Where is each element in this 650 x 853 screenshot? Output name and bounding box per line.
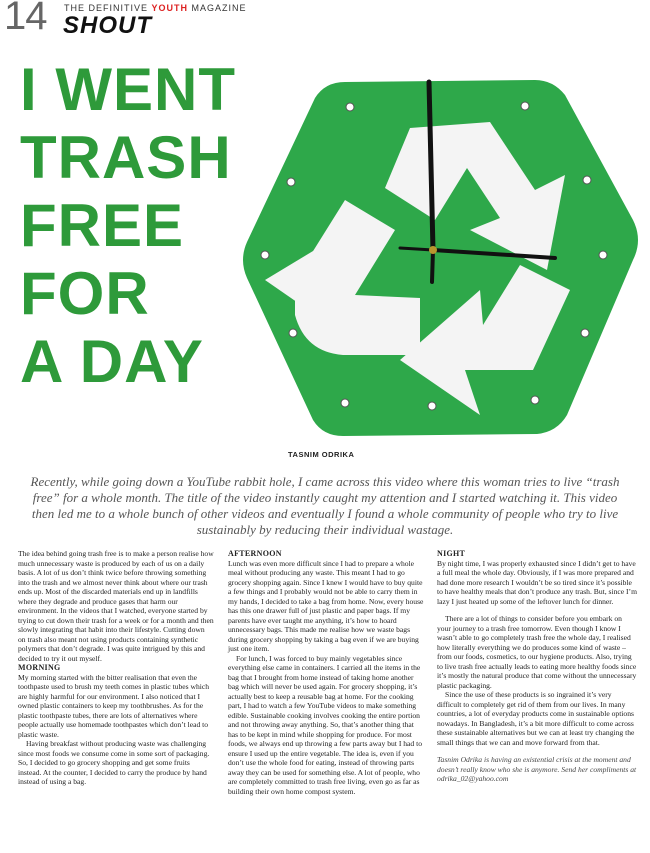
recycle-clock-image	[235, 70, 650, 450]
article-column-3	[437, 549, 637, 784]
article-byline: TASNIM ODRIKA	[288, 450, 355, 459]
page-number: 14	[4, 0, 47, 38]
section-heading-afternoon: AFTERNOON	[228, 549, 282, 558]
author-bio: Tasnim Odrika is having an existential crisis at the moment and doesn’t really know who she is anymore. Send her compliments at odrika_02@yahoo.com	[437, 755, 637, 783]
recycle-clock-icon	[235, 70, 650, 450]
body-paragraph: Since the use of these products is so ingrained it’s very difficult to completely get rid of them from our lives. In many countries, a lot of everyday products come in sustainable options nowadays. In Bangladesh, it’s a bit more difficult to come across these sustainable alternatives but we can at least try changing the small things that we can and move forward from that.	[437, 690, 635, 747]
article-column-1	[18, 549, 214, 787]
article-intro: Recently, while going down a YouTube rabbit hole, I came across this video where this woman tries to live “trash free” for a whole month. The title of the video instantly caught my attention and I started watching it. This video then led me to a whole bunch of other videos and eventually I found a whole community of people who try to live sustainably by reducing their individual wastage.	[30, 474, 620, 537]
page-header	[0, 0, 650, 44]
tagline-suffix: MAGAZINE	[191, 3, 247, 13]
body-paragraph: My morning started with the bitter realisation that even the toothpaste used to brush my teeth comes in plastic tubes which are highly harmful for our environment. I also noticed that I owned plastic containers to keep my toothbrushes. As for the plastic toothpaste tubes, there are lots of alternatives where people actually use homemade toothpastes which don’t lead to plastic waste.	[18, 672, 210, 739]
body-paragraph: There are a lot of things to consider before you embark on your journey to a trash free tomorrow. Even though I know I wasn’t able to go completely trash free the whole day, I realised how literally everything we do produces some kind of waste – from our foods, cosmetics, to our hygiene products. Also, trying to live trash free actually leads to eating more healthy foods since it’s mostly the natural produce that come without the unnecessary plastic packaging.	[437, 614, 637, 690]
headline-line: FREE	[20, 192, 185, 259]
magazine-logo: SHOUT	[63, 12, 152, 39]
headline-line: FOR	[20, 260, 150, 327]
body-paragraph: For lunch, I was forced to buy mainly vegetables since everything else came in containers. I carried all the items in the bag that I brought from home instead of taking home another bag which will never be used again. For grocery shopping, it’s actually best to keep a reusable bag at home. For the cooking part, I had to watch a few YouTube videos to make something edible. Sustainable cooking involves cooking the entire portion and not throwing away anything. So, that’s another thing that has to be kept in mind while shopping for produce. For most foods, we always end up throwing a few parts away but I had to ensure I used up the entire vegetable. The idea is, even if you don’t use the whole food for eating, instead of throwing parts away they can be used for something else. A lot of people, who are completely committed to trash free living, even go as far as building their own home compost system.	[228, 653, 423, 796]
section-heading-morning: MORNING	[18, 663, 61, 672]
body-paragraph: Having breakfast without producing waste was challenging since most foods we consume come in some sort of packaging. So, I decided to go grocery shopping and get some fruits instead. At the counter, I decided to carry the produce by hand instead of using a bag.	[18, 739, 210, 786]
headline-line: I WENT	[20, 56, 236, 123]
body-paragraph: The idea behind going trash free is to make a person realise how much unnecessary waste is produced by each of us on a daily basis. A lot of us don’t think twice before throwing something into the trash and we almost never think about where our trash ends up. Most of the discarded materials end up in landfills where they degrade and produce gases that harm our environment. In the videos that I watched, everyone started by trying to cut down their trash for a week or for a month and then slowly integrating that habit into their lifestyle. Cutting down on trash also meant not using products containing synthetic polymers that don’t degrade. I was quite intrigued by this and decided to try it out myself.	[18, 549, 214, 663]
tagline-youth: YOUTH	[151, 3, 189, 13]
body-paragraph: Lunch was even more difficult since I had to prepare a whole meal without producing any waste. This meant I had to go grocery shopping again. Since I knew I would have to buy quite a few things and I probably would not be able to carry them in my hands, I decided to take a bag from home. Now, every house has this one drawer full of just plastic and paper bags. If my parents have ever taught me anything, it’s how to hoard unnecessary bags. This made me realise how we waste bags during grocery shopping by taking a bag even if we are buying just one item.	[228, 558, 424, 653]
headline-line: TRASH	[20, 124, 232, 191]
article-column-2	[228, 549, 424, 796]
section-heading-night: NIGHT	[437, 549, 466, 558]
headline-line: A DAY	[20, 328, 204, 395]
body-paragraph: By night time, I was properly exhausted since I didn’t get to have a full meal the whole day. Obviously, if I was more prepared and had done more research I wouldn’t be so tired since it’s possible to have healthy meals that don’t produce any trash. But, since I’m lazy I just heated up some of the leftover lunch for dinner.	[437, 558, 637, 606]
tagline-prefix: THE DEFINITIVE	[64, 3, 149, 13]
